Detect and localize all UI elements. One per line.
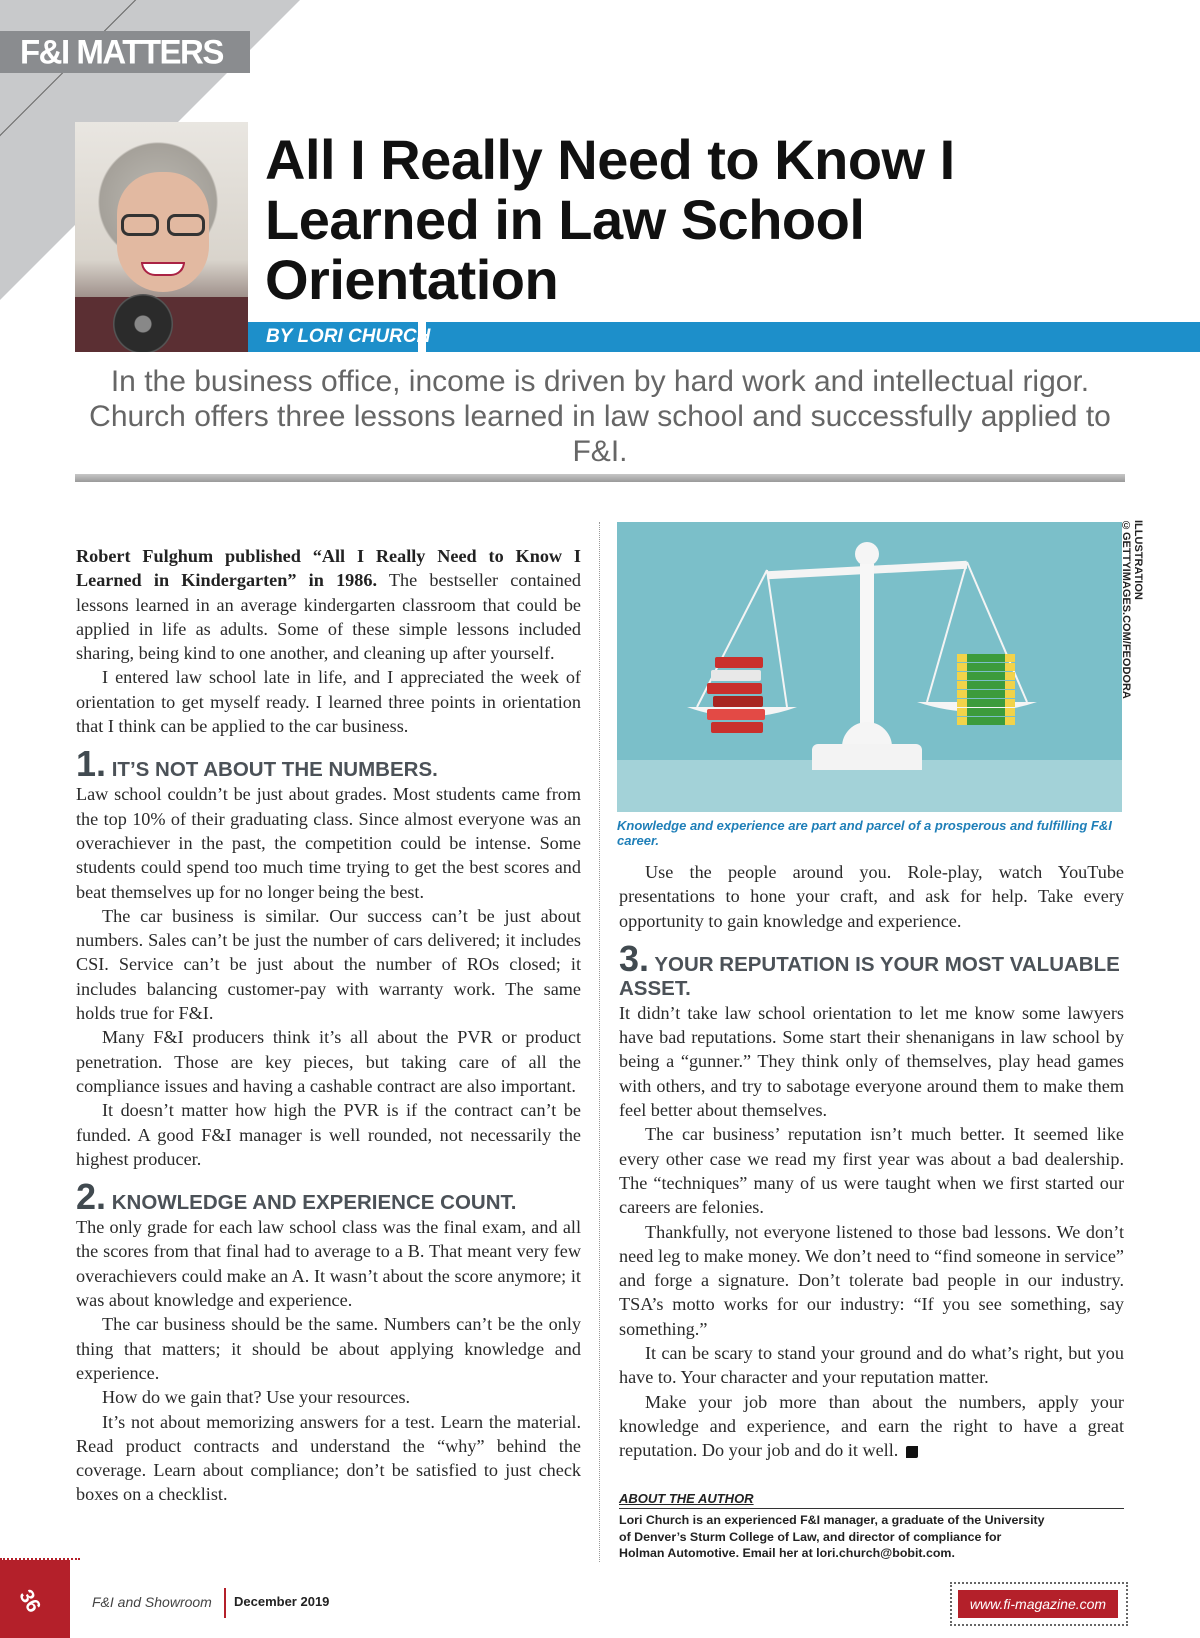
about-author-body: Lori Church is an experienced F&I manager, a graduate of the University of Denver’s Sturm College of Law, and director of compliance for Holman Automotive. Email her at lori.church@bobit.com. bbox=[619, 1513, 1045, 1560]
section-1-p1: Law school couldn’t be just about grades. Most students came from the top 10% of their graduating class. Since almost everyone was an overachiever in the past, the competition could be intense. Some students could spend too much time trying to get the best scores and beat themselves up for no longer being the best. bbox=[76, 784, 581, 902]
right-column bbox=[619, 860, 1124, 1463]
section-1-heading bbox=[76, 743, 581, 785]
publication-name: F&I and Showroom bbox=[92, 1594, 212, 1610]
section-1-p4: It doesn’t matter how high the PVR is if the contract can’t be funded. A good F&I manager is well rounded, not necessarily the highest producer. bbox=[76, 1100, 581, 1169]
section-3-p1: It didn’t take law school orientation to let me know some lawyers have bad reputations. Some start their shenanigans in law school by being a “gunner.” They think only of themselves, play head games with others, and try to sabotage everyone around them to make them feel better about themselves. bbox=[619, 1002, 1124, 1121]
intro-p1-rest: The bestseller contained lessons learned in an average kindergarten classroom that could be applied in life as adults. Some of these simple lessons included sharing, being kind to one another, and cleaning up after yourself. bbox=[76, 570, 581, 664]
article-deck: In the business office, income is driven by hard work and intellectual rigor. Church offers three lessons learned in law school and successfully applied to F&I. bbox=[89, 365, 1111, 468]
section-2-p5: Use the people around you. Role-play, watch YouTube presentations to hone your craft, and ask for help. Take every opportunity to gain knowledge and experience. bbox=[619, 862, 1124, 931]
section-2-heading bbox=[76, 1176, 581, 1218]
section-1-p3: Many F&I producers think it’s all about the PVR or product penetration. Those are key pieces, but taking care of all the compliance issues and having a cashable contract are also important. bbox=[76, 1027, 581, 1096]
section-3-p5: Make your job more than about the numbers, apply your knowledge and experience, and earn the right to have a great reputation. Do your job and do it well. bbox=[619, 1391, 1124, 1461]
author-photo bbox=[75, 122, 248, 352]
byline-bar-extension bbox=[426, 322, 1200, 352]
deck-rule bbox=[75, 474, 1125, 482]
section-2-p2: The car business should be the same. Numbers can’t be the only thing that matters; it should be about applying knowledge and experience. bbox=[76, 1314, 581, 1383]
intro-paragraph-1 bbox=[76, 544, 581, 665]
page-number: 36 bbox=[14, 1586, 45, 1617]
section-tag: F&I MATTERS bbox=[0, 31, 250, 73]
section-2-p3: How do we gain that? Use your resources. bbox=[102, 1387, 411, 1408]
section-2-p1: The only grade for each law school class was the final exam, and all the scores from that final had to average to a B. That meant very few overachievers could make an A. It wasn’t about the score anymore; it was about knowledge and experience. bbox=[76, 1217, 581, 1311]
section-2-number: 2. bbox=[76, 1176, 107, 1218]
section-3-p3: Thankfully, not everyone listened to those bad lessons. We don’t need leg to make money. We don’t need to “find someone in service” and forge a signature. Don’t tolerate bad people in our industry. TSA’s motto works for our industry: “If you see something, say something.” bbox=[619, 1221, 1124, 1339]
illustration-credit: ILLUSTRATION ©GETTYIMAGES.COM/FEODORA bbox=[1120, 520, 1144, 699]
byline: BY LORI CHURCH bbox=[266, 326, 431, 347]
section-1-number: 1. bbox=[76, 743, 107, 785]
section-3-p2: The car business’ reputation isn’t much better. It seemed like every other case we read my first year was about a bad dealership. The “techniques” many of us were taught when we first started our careers are felonies. bbox=[619, 1124, 1124, 1218]
issue-date: December 2019 bbox=[234, 1594, 330, 1609]
about-author-title: ABOUT THE AUTHOR bbox=[619, 1491, 1124, 1509]
intro-paragraph-2: I entered law school late in life, and I appreciated the week of orientation to get myself ready. I learned three points in orientation that I think can be applied to the car business. bbox=[76, 667, 581, 737]
section-3-number: 3. bbox=[619, 937, 650, 979]
section-3-heading bbox=[619, 937, 1124, 1001]
section-3-p5-wrap bbox=[619, 1390, 1124, 1463]
section-2-p4: It’s not about memorizing answers for a test. Learn the material. Read product contracts and understand the “why” behind the coverage. Learn about compliance; don’t be satisfied to just check boxes on a checklist. bbox=[76, 1411, 581, 1505]
footer-separator bbox=[224, 1588, 226, 1618]
intro-bold-lead: Robert Fulghum published “All I Really Need to Know I Learned in Kindergarten” in 1986. bbox=[76, 546, 581, 591]
illustration-caption: Knowledge and experience are part and parcel of a prosperous and fulfilling F&I career. bbox=[617, 818, 1112, 848]
section-1-title: IT’S NOT ABOUT THE NUMBERS. bbox=[111, 758, 438, 782]
end-mark-icon bbox=[906, 1446, 918, 1458]
left-column bbox=[76, 544, 581, 1507]
section-2-title: KNOWLEDGE AND EXPERIENCE COUNT. bbox=[111, 1191, 517, 1215]
section-3-title: YOUR REPUTATION IS YOUR MOST VALUABLE ASSET. bbox=[619, 952, 1120, 1000]
article-headline: All I Really Need to Know I Learned in Law School Orientation bbox=[265, 128, 955, 311]
section-3-p4: It can be scary to stand your ground and do what’s right, but you have to. Your character and your reputation matter. bbox=[619, 1343, 1124, 1388]
scales-illustration bbox=[617, 522, 1122, 812]
section-1-p2: The car business is similar. Our success can’t be just about numbers. Sales can’t be just the number of cars delivered; it includes CSI. Service can’t be just about the number of ROs closed; it includes balancing customer-pay with warranty work. The same holds true for F&I. bbox=[76, 905, 581, 1024]
column-divider bbox=[599, 522, 600, 1562]
magazine-url-link[interactable]: www.fi-magazine.com bbox=[958, 1590, 1118, 1618]
